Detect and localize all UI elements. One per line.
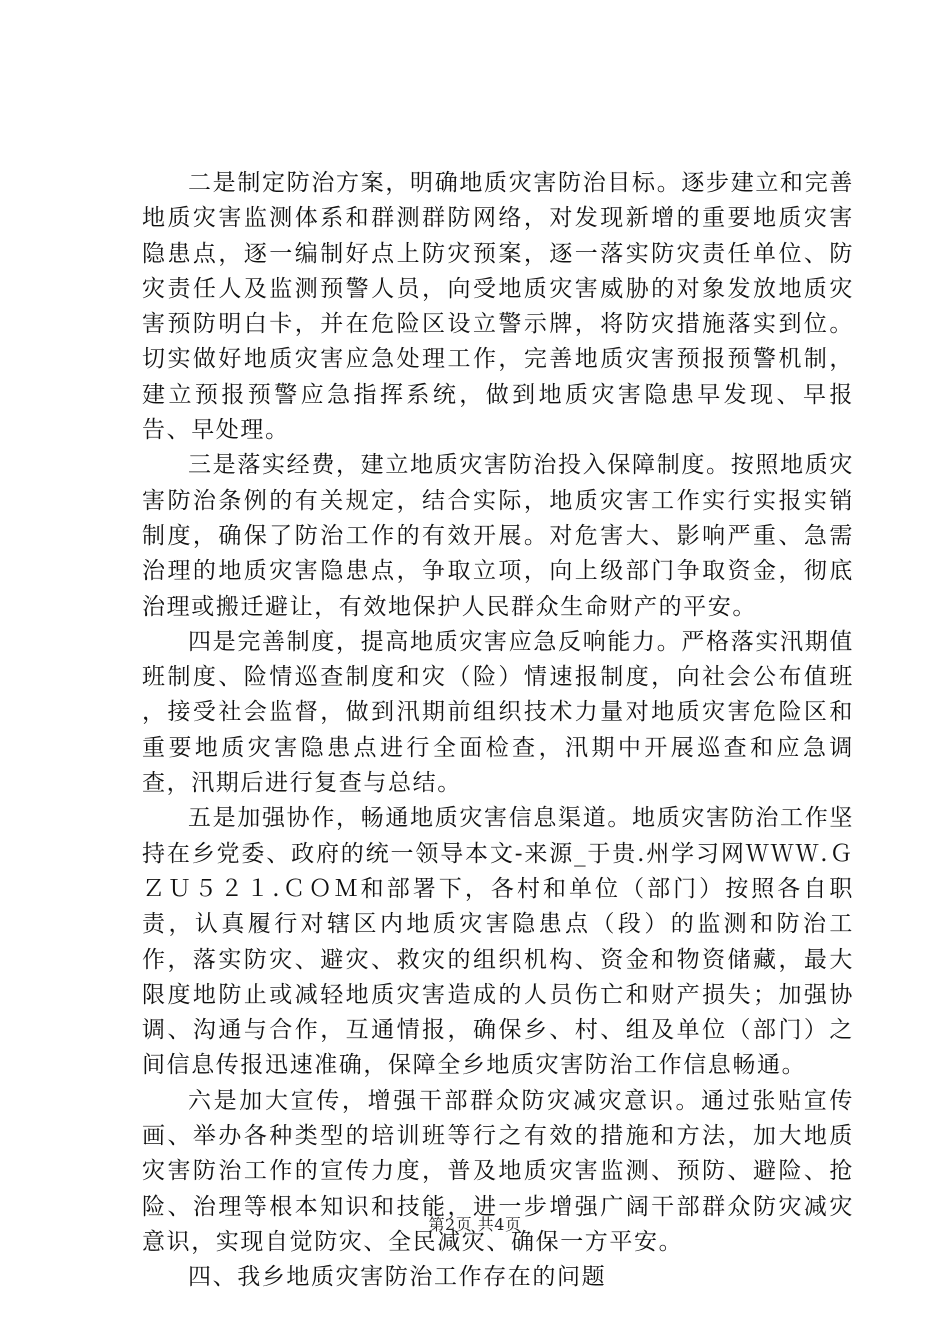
paragraph-cooperation: 五是加强协作，畅通地质灾害信息渠道。地质灾害防治工作坚持在乡党委、政府的统一领导本文-来源_于贵.州学习网ＷＷＷ.ＧＺＵ５２１.ＣＯＭ和部署下，各村和单位（部门）按照各自职责，认真履行对辖区内地质灾害隐患点（段）的监测和防治工作，落实防灾、避灾、救灾的组织机构、资金和物资储藏，最大限度地防止或减轻地质灾害造成的人员伤亡和财产损失；加强协调、沟通与合作，互通情报，确保乡、村、组及单位（部门）之间信息传报迅速准确，保障全乡地质灾害防治工作信息畅通。 bbox=[142, 805, 854, 1079]
body-text bbox=[142, 166, 904, 1296]
paragraph-system: 四是完善制度，提高地质灾害应急反响能力。严格落实汛期值班制度、险情巡查制度和灾（险）情速报制度，向社会公布值班 ，接受社会监督，做到汛期前组织技术力量对地质灾害危险区和重要地质灾害隐患点进行全面检查，汛期中开展巡查和应急调查，汛期后进行复查与总结。 bbox=[142, 628, 904, 797]
paragraph-plan: 二是制定防治方案，明确地质灾害防治目标。逐步建立和完善地质灾害监测体系和群测群防网络，对发现新增的重要地质灾害隐患点，逐一编制好点上防灾预案，逐一落实防灾责任单位、防灾责任人及监测预警人员，向受地质灾害威胁的对象发放地质灾害预防明白卡，并在危险区设立警示牌，将防灾措施落实到位。切实做好地质灾害应急处理工作，完善地质灾害预报预警机制，建立预报预警应急指挥系统，做到地质灾害隐患早发现、早报告、早处理。 bbox=[142, 170, 854, 444]
paragraph-funding: 三是落实经费，建立地质灾害防治投入保障制度。按照地质灾害防治条例的有关规定，结合实际，地质灾害工作实行实报实销制度，确保了防治工作的有效开展。对危害大、影响严重、急需治理的地质灾害隐患点，争取立项，向上级部门争取资金，彻底治理或搬迁避让，有效地保护人民群众生命财产的平安。 bbox=[142, 452, 854, 620]
page-number-footer: 第2页 共4页 bbox=[428, 1215, 522, 1234]
paragraph-publicity: 六是加大宣传，增强干部群众防灾减灾意识。通过张贴宣传画、举办各种类型的培训班等行之有效的措施和方法，加大地质灾害防治工作的宣传力度，普及地质灾害监测、预防、避险、抢险、治理等根本知识和技能，进一步增强广阔干部群众防灾减灾意识，实现自觉防灾、全民减灾、确保一方平安。 bbox=[142, 1087, 854, 1255]
section-heading-problems: 四、我乡地质灾害防治工作存在的问题 bbox=[188, 1264, 607, 1291]
